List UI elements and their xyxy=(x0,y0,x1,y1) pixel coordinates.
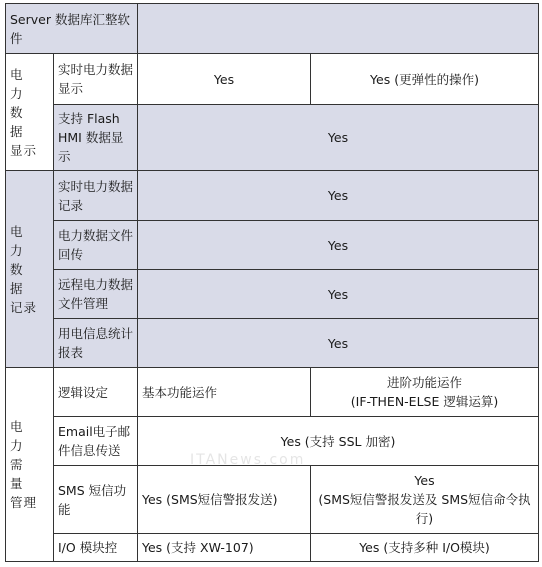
merged-value-cell: Yes xyxy=(138,171,539,221)
category-cell-demand xyxy=(6,368,54,562)
merged-value-cell: Yes xyxy=(138,319,539,368)
merged-value-cell: Yes xyxy=(138,221,539,270)
category-label: 电 力 需 量 管理 xyxy=(10,419,38,510)
feature-cell: SMS 短信功能 xyxy=(54,466,138,534)
category-label: 电 力 数 据 显示 xyxy=(10,66,38,158)
feature-cell: 实时电力数据记录 xyxy=(54,171,138,221)
table-row xyxy=(6,105,539,171)
table-row xyxy=(6,221,539,270)
category-cell-display xyxy=(6,54,54,171)
watermark: ITANews.com xyxy=(190,452,306,468)
feature-cell: 远程电力数据文件管理 xyxy=(54,270,138,319)
header-empty-cell xyxy=(138,4,539,54)
feature-cell: 用电信息统计报表 xyxy=(54,319,138,368)
table-row xyxy=(6,171,539,221)
header-row xyxy=(6,4,539,54)
table-row xyxy=(6,417,539,466)
feature-comparison-table xyxy=(5,3,539,562)
advanced-cell: Yes (支持多种 I/O模块) xyxy=(311,534,539,562)
feature-cell: 逻辑设定 xyxy=(54,368,138,417)
table-row xyxy=(6,466,539,534)
category-label: 电 力 数 据 记录 xyxy=(10,223,38,315)
category-cell-record xyxy=(6,171,54,368)
feature-cell: 实时电力数据显示 xyxy=(54,54,138,105)
advanced-cell: 进阶功能运作 (IF-THEN-ELSE 逻辑运算) xyxy=(311,368,539,417)
table-row xyxy=(6,270,539,319)
feature-cell: Email电子邮件信息传送 xyxy=(54,417,138,466)
feature-cell: I/O 模块控 xyxy=(54,534,138,562)
merged-value-cell: Yes xyxy=(138,270,539,319)
table-row xyxy=(6,54,539,105)
header-label: Server 数据库汇整软件 xyxy=(6,4,138,54)
basic-cell: Yes xyxy=(138,54,311,105)
table-row xyxy=(6,319,539,368)
feature-cell: 电力数据文件回传 xyxy=(54,221,138,270)
advanced-cell: Yes (SMS短信警报发送及 SMS短信命令执行) xyxy=(311,466,539,534)
merged-value-cell: Yes xyxy=(138,105,539,171)
advanced-cell: Yes (更弹性的操作) xyxy=(311,54,539,105)
basic-cell: 基本功能运作 xyxy=(138,368,311,417)
table-row xyxy=(6,368,539,417)
basic-cell: Yes (支持 XW-107) xyxy=(138,534,311,562)
basic-cell: Yes (SMS短信警报发送) xyxy=(138,466,311,534)
feature-cell: 支持 Flash HMI 数据显示 xyxy=(54,105,138,171)
merged-value-cell: Yes (支持 SSL 加密) xyxy=(138,417,539,466)
table-row xyxy=(6,534,539,562)
